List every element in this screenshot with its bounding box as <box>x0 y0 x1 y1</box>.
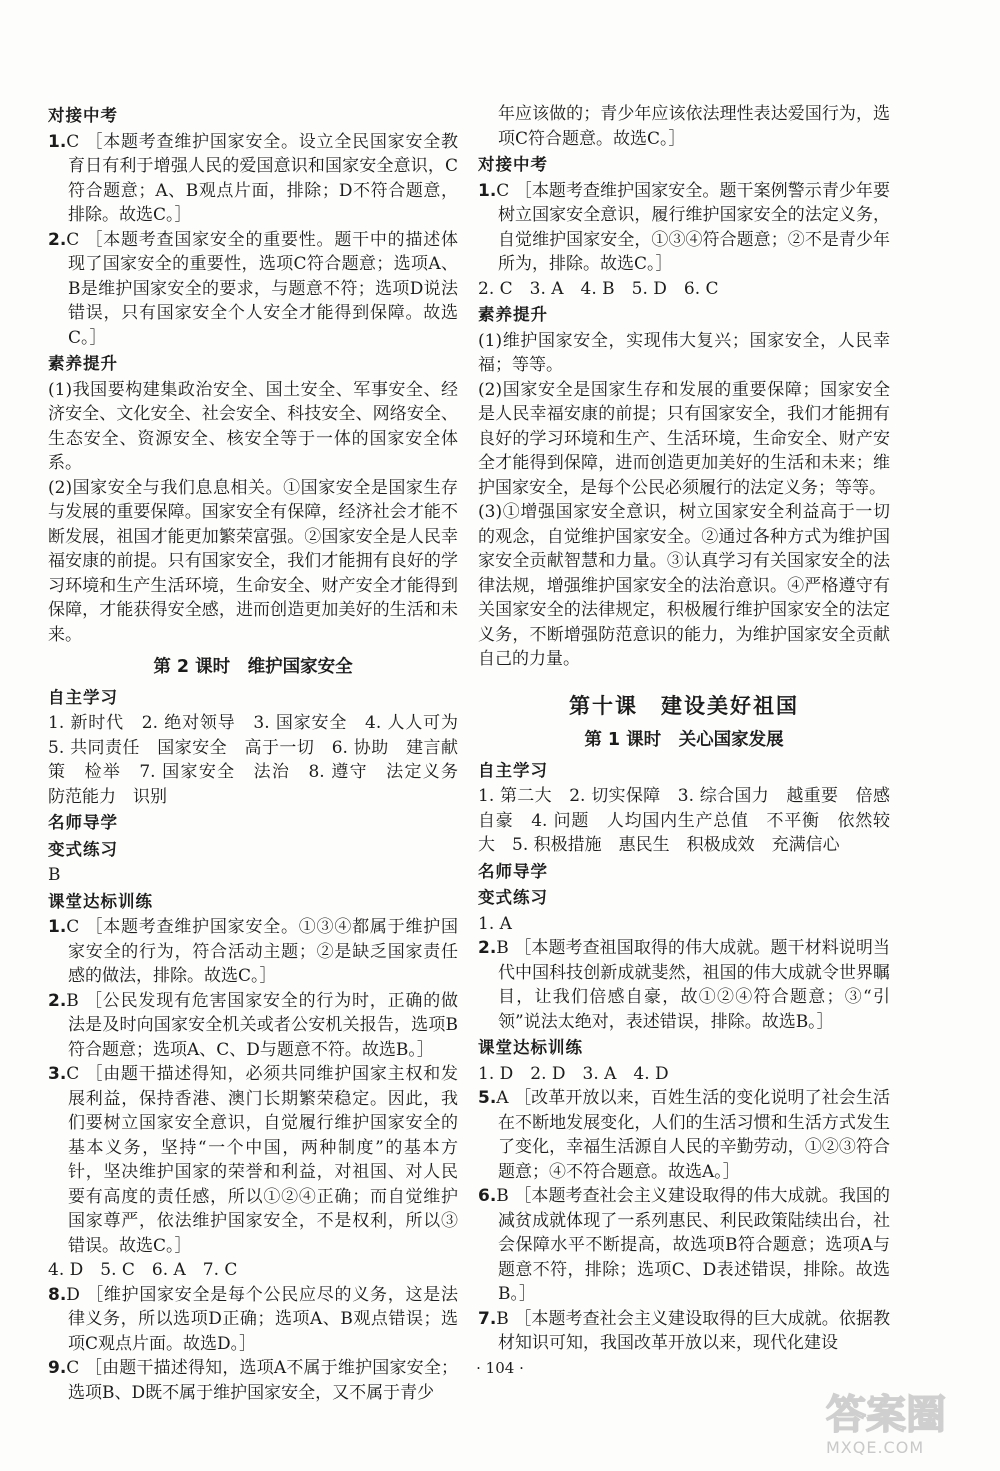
answer-item <box>48 1283 458 1357</box>
section-heading: 课堂达标训练 <box>48 891 153 911</box>
section-heading: 对接中考 <box>48 106 118 125</box>
answer-paragraph: (1)维护国家安全，实现伟大复兴；国家安全，人民幸福；等等。 <box>478 330 890 375</box>
chapter-title: 第十课 建设美好祖国 <box>569 693 799 718</box>
answer-number: 9. <box>48 1358 67 1378</box>
answer-item <box>478 936 890 1034</box>
page-number: · 104 · <box>476 1359 524 1377</box>
section-heading: 自主学习 <box>478 760 548 780</box>
answer-item <box>478 1086 890 1184</box>
left-column <box>48 102 475 1405</box>
answer-item <box>478 1307 890 1356</box>
answer-item <box>48 228 458 351</box>
answer-paragraph: 1. D 2. D 3. A 4. D <box>478 1063 669 1084</box>
answer-number: 1. <box>478 180 497 201</box>
lesson-title: 第 2 课时 维护国家安全 <box>153 657 353 677</box>
watermark-url: MXQE.COM <box>826 1438 925 1457</box>
answer-item <box>48 1062 458 1258</box>
answer-paragraph: (2)国家安全与我们息息相关。①国家安全是国家生存与发展的重要保障。国家安全有保障，经济社会才能不断发展，祖国才能更加繁荣富强。②国家安全是人民幸福安康的前提。只有国家安全，我们才能拥有良好的学习环境和生产生活环境，生命安全、财产安全才能得到保障，才能获得安全感，进而创造更加美好的生活和未来。 <box>48 477 458 645</box>
answer-item <box>48 130 458 228</box>
section-heading: 变式练习 <box>48 839 118 859</box>
answer-number: 5. <box>478 1088 497 1108</box>
answer-number: 1. <box>48 131 67 152</box>
answer-number: 1. <box>48 917 67 937</box>
section-heading: 变式练习 <box>478 888 548 907</box>
answer-number: 2. <box>48 229 67 250</box>
answer-number: 2. <box>478 938 497 958</box>
answer-number: 7. <box>478 1308 497 1329</box>
answer-number: 8. <box>48 1284 67 1305</box>
answer-number: 3. <box>48 1064 67 1084</box>
answer-text: C ［由题干描述得知，必须共同维护国家主权和发展利益，保持香港、澳门长期繁荣稳定。因此，我们要树立国家安全意识，自觉履行维护国家安全的基本义务，坚持“一个中国，两种制度”的基本方针，坚决维护国家的荣誉和利益，对祖国、对人民要有高度的责任感，所以①②④正确；而自觉维护国家尊严，依法维护国家安全，不是权利，所以③错误。故选C。］ <box>66 1064 458 1256</box>
answer-text: B ［公民发现有危害国家安全的行为时，正确的做法是及时向国家安全机关或者公安机关报告，选项B符合题意；选项A、C、D与题意不符。故选B。］ <box>66 990 458 1060</box>
answer-paragraph: (2)国家安全是国家生存和发展的重要保障；国家安全是人民幸福安康的前提；只有国家安全，我们才能拥有良好的学习环境和生产、生活环境，生命安全、财产安全才能得到保障，进而创造更加美好的生活和未来；维护国家安全，是每个公民必须履行的法定义务；等等。 <box>478 379 890 498</box>
right-column <box>478 102 890 1356</box>
answer-paragraph: 4. D 5. C 6. A 7. C <box>48 1260 238 1280</box>
answer-paragraph: 1. 新时代 2. 绝对领导 3. 国家安全 4. 人人可为 5. 共同责任 国家安全 高于一切 6. 协助 建言献策 检举 7. 国家安全 法治 8. 遵守 法定义务 防范能力 识别 <box>48 713 475 807</box>
answer-text: C ［本题考查维护国家安全。题干案例警示青少年要树立国家安全意识，履行维护国家安全的法定义务，自觉维护国家安全，①③④符合题意；②不是青少年所为，排除。故选C。］ <box>496 180 890 274</box>
answer-number: 6. <box>478 1186 497 1206</box>
section-heading: 素养提升 <box>48 354 118 373</box>
lesson-title: 第 1 课时 关心国家发展 <box>584 730 784 750</box>
answer-item <box>478 179 890 277</box>
answer-text: B ［本题考查祖国取得的伟大成就。题干材料说明当代中国科技创新成就斐然，祖国的伟大成就令世界瞩目，让我们倍感自豪，故①②④符合题意；③“引领”说法太绝对，表述错误，排除。故选B。］ <box>496 938 890 1032</box>
answer-text: C ［本题考查维护国家安全。设立全民国家安全教育日有利于增强人民的爱国意识和国家安全意识，C符合题意；A、B观点片面，排除；D不符合题意，排除。故选C。］ <box>66 131 458 225</box>
answer-number: 2. <box>48 990 67 1011</box>
answer-text: B ［本题考查社会主义建设取得的巨大成就。依据教材知识可知，我国改革开放以来，现代化建设 <box>496 1308 890 1353</box>
answer-paragraph: B <box>48 865 61 885</box>
section-heading: 自主学习 <box>48 687 118 707</box>
section-heading: 名师导学 <box>478 861 548 881</box>
answer-item <box>48 989 458 1063</box>
section-heading: 名师导学 <box>48 813 118 832</box>
answer-text: C ［本题考查国家安全的重要性。题干中的描述体现了国家安全的重要性，选项C符合题意；选项A、B是维护国家安全的要求，与题意不符；选项D说法错误，只有国家安全个人安全才能得到保障。故选C。］ <box>66 229 458 348</box>
answer-text: B ［本题考查社会主义建设取得的伟大成就。我国的减贫成就体现了一系列惠民、利民政策陆续出台，社会保障水平不断提高，故选项B符合题意；选项A与题意不符，排除；选项C、D表述错误，排除。故选B。］ <box>496 1186 890 1304</box>
answer-text: C ［由题干描述得知，选项A不属于维护国家安全；选项B、D既不属于维护国家安全，又不属于青少 <box>66 1358 458 1403</box>
section-heading: 对接中考 <box>478 155 548 174</box>
answer-paragraph: (3)①增强国家安全意识，树立国家安全利益高于一切的观念，自觉维护国家安全。②通过各种方式为维护国家安全贡献智慧和力量。③认真学习有关国家安全的法律法规，增强维护国家安全的法治意识。④严格遵守有关国家安全的法律规定，积极履行维护国家安全的法定义务，不断增强防范意识的能力，为维护国家安全贡献自己的力量。 <box>478 502 890 669</box>
answer-item <box>48 915 458 989</box>
section-heading: 课堂达标训练 <box>478 1038 583 1057</box>
section-heading: 素养提升 <box>478 305 548 324</box>
answer-text: C ［本题考查维护国家安全。①③④都属于维护国家安全的行为，符合活动主题；②是缺乏国家责任感的做法，排除。故选C。］ <box>66 917 458 986</box>
answer-text: A ［改革开放以来，百姓生活的变化说明了社会生活在不断地发展变化，人们的生活习惯和生活方式发生了变化，幸福生活源自人民的辛勤劳动，①②③符合题意；④不符合题意。故选A。］ <box>496 1088 890 1182</box>
watermark-logo-text: 答案圈 <box>826 1392 946 1438</box>
answer-paragraph: 2. C 3. A 4. B 5. D 6. C <box>478 278 719 299</box>
answer-paragraph: (1)我国要构建集政治安全、国土安全、军事安全、经济安全、文化安全、社会安全、科技安全、网络安全、生态安全、资源安全、核安全等于一体的国家安全体系。 <box>48 379 458 473</box>
answer-text: D ［维护国家安全是每个公民应尽的义务，这是法律义务，所以选项D正确；选项A、B观点错误；选项C观点片面。故选D。］ <box>66 1284 458 1354</box>
answer-continuation: 年应该做的；青少年应该依法理性表达爱国行为，选项C符合题意。故选C。］ <box>498 104 890 149</box>
answer-paragraph: 1. A <box>478 913 512 934</box>
answer-paragraph: 1. 第二大 2. 切实保障 3. 综合国力 越重要 倍感自豪 4. 问题 人均国内生产总值 不平衡 依然较大 5. 积极措施 惠民生 积极成效 充满信心 <box>478 786 890 855</box>
answer-item <box>478 1184 890 1307</box>
